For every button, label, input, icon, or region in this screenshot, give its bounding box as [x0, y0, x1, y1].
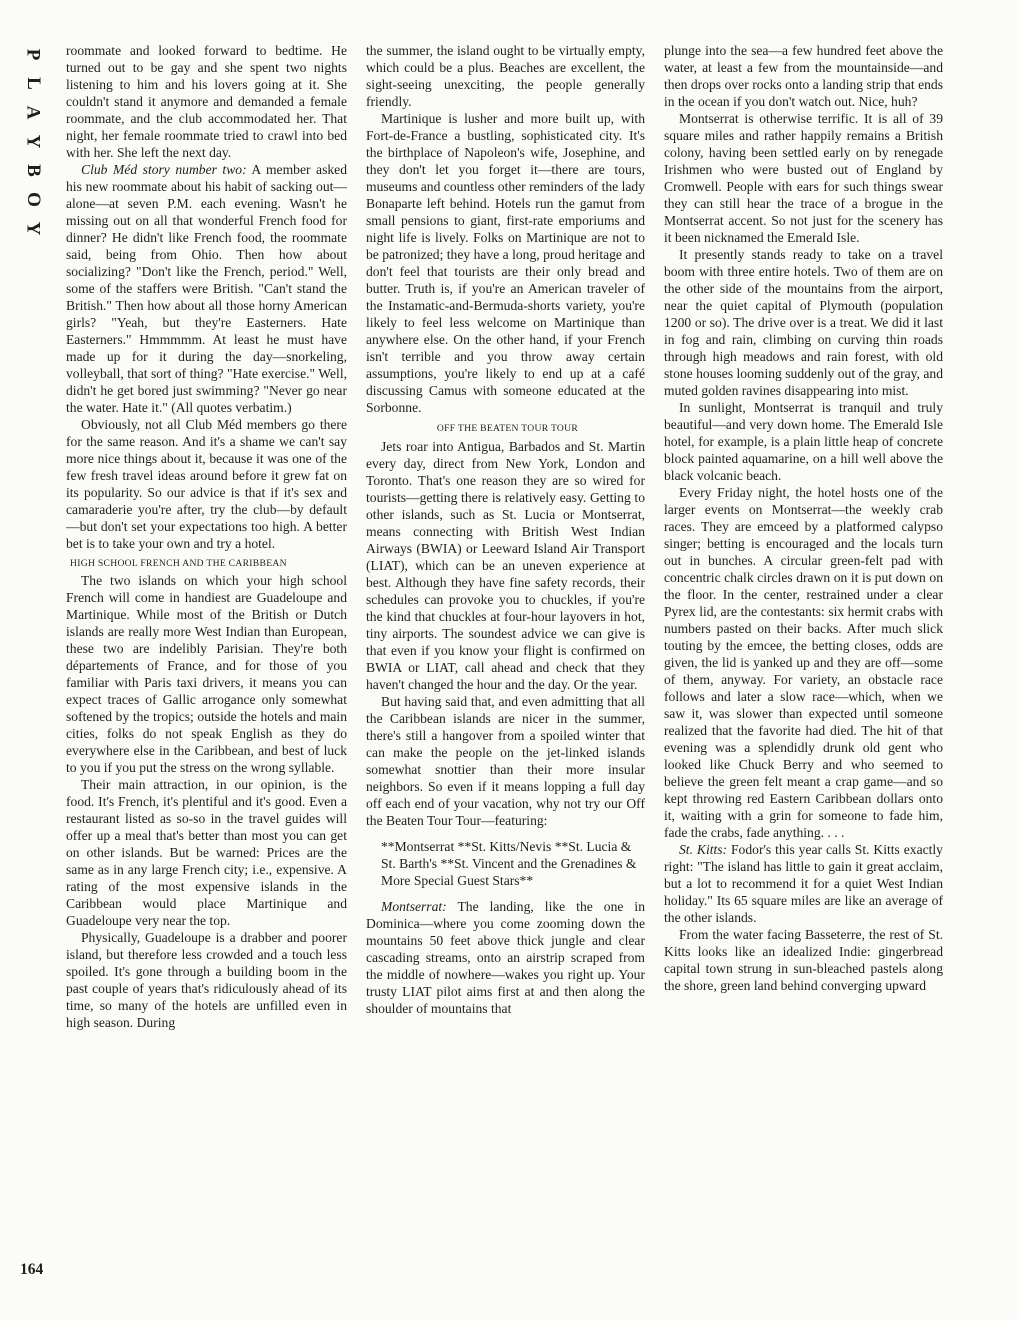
paragraph: Physically, Guadeloupe is a drabber and poorer island, but therefore less crowded and a touch less spoiled. It's gone through a building boom in the past couple of years that's ridiculously ahead of its time, so many of the hotels are unfilled even in high season. During [66, 930, 347, 1030]
paragraph: plunge into the sea—a few hundred feet above the water, at least a few from the mountainside—and then drops over rocks onto a landing strip that ends in the ocean if you don't watch out. Nice, huh? [664, 43, 943, 109]
column-3 [664, 42, 943, 1282]
column-2 [366, 42, 645, 1282]
paragraph: Every Friday night, the hotel hosts one of the larger events on Montserrat—the weekly crab races. They are emceed by a platformed calypso singer; betting is encouraged and the locals turn out in bunches. A circular green-felt pad with concentric chalk circles drawn on it is put down on the floor. In the center, restrained under a clear Pyrex lid, are the contestants: six hermit crabs with numbers pasted on their backs. After much slick touting by the emcee, the betting closes, odds are given, the lid is yanked up and they are off—some of them, anyway. For variety, an obstacle race follows and later a slow race—which, when we saw it, was slower than expected until someone realized that the favorite had died. The hit of that evening was a splendidly drunk old gent who looked like Chuck Berry and who seemed to believe the green felt meant a crap game—and so kept throwing red Eastern Caribbean dollars onto it, waiting with a grin for someone to fade him, fade the crabs, fade anything. . . . [664, 485, 943, 840]
section-heading: OFF THE BEATEN TOUR TOUR [436, 423, 579, 434]
paragraph: Montserrat is otherwise terrific. It is all of 39 square miles and rather happily remains a British colony, having been settled early on by renegade Irishmen who were busted out of England by Cromwell. People with ears for such things swear they can still hear the trace of a brogue in the Montserrat accent. So not just for the scenery has it been nicknamed the Emerald Isle. [664, 111, 943, 245]
paragraph: roommate and looked forward to bedtime. He turned out to be gay and she spent two nights listening to him and his lovers going at it. She couldn't stand it anymore and demanded a female roommate, and the club accommodated her. That night, her female roommate tried to crawl into bed with her. She left the next day. [66, 43, 347, 160]
paragraph: From the water facing Basseterre, the rest of St. Kitts looks like an idealized Indie: gingerbread capital town strung in sun-bleached pastels along the shore, green land behind converging upward [664, 927, 943, 993]
paragraph: Their main attraction, in our opinion, is the food. It's French, it's plentiful and it's good. Even a restaurant listed as so-so in the travel guides will offer up a meal that's better than most you can get on other islands. But be warned: Prices are the same as in any large French city; i.e., expensive. A rating of the most expensive islands in the Caribbean would place Martinique and Guadeloupe very near the top. [66, 777, 347, 928]
paragraph: But having said that, and even admitting that all the Caribbean islands are nicer in the summer, there's still a hangover from a spoiled winter that can make the people on the jet-linked islands somewhat snottier than their more insular neighbors. So even if it means lopping a full day off each end of your vacation, why not try our Off the Beaten Tour Tour—featuring: [366, 694, 645, 828]
paragraph [66, 161, 347, 416]
paragraph: Martinique is lusher and more built up, with Fort-de-France a bustling, sophisticated city. It's the birthplace of Napoleon's wife, Josephine, and they don't let you forget it—there are tours, museums and countless other reminders of the lady Bonaparte left behind. Hotels run the gamut from small pensions to giant, first-rate emporiums and night life is lively. Folks on Martinique are not to be patronized; they have a long, proud heritage and don't feel that tourists are their only bread and butter. Truth is, if you're an American traveler of the Instamatic-and-Bermuda-shorts variety, you're likely to feel less welcome on Martinique than anywhere else. On the other hand, if your French isn't terrible and you throw away certain assumptions, you're likely to end up at a café discussing Camus with someone educated at the Sorbonne. [366, 111, 645, 415]
page-number: 164 [20, 1261, 44, 1278]
paragraph-body: The landing, like the one in Dominica—where you come zooming down the mountains 50 feet above thick jungle and clear cascading streams, onto an airstrip scraped from the middle of nowhere—wakes you right up. Your trusty LIAT pilot aims first at and then along the shoulder of mountains that [366, 899, 645, 1016]
paragraph-body: A member asked his new roommate about his habit of sacking out—alone—at seven P.M. each evening. Wasn't he missing out on all that wonderful French food for dinner? He didn't like French food, the roommate said, being from Ohio. Then how about socializing? "Don't like the French, period." Well, some of the staffers were British. "Can't stand the British." Then how about all those horny American girls? "Yeah, but they're Easterners. Hate Easterners." Hmmmmm. At least he must have made up for it during the day—snorkeling, volleyball, that sort of thing? "Hate exercise." Well, didn't he get bored just swimming? "Never go near the water. Hate it." (All quotes verbatim.) [66, 162, 347, 415]
paragraph: Obviously, not all Club Méd members go there for the same reason. And it's a shame we can't say more nice things about it, because it was one of the few fresh travel ideas around before it grew fat on its popularity. So our advice is that if it's sex and camaraderie you're after, try the club—by default—but don't set your expectations too high. A better bet is to take your own and try a hotel. [66, 417, 347, 551]
paragraph [366, 898, 645, 1017]
run-in-lead: Montserrat: [381, 899, 447, 914]
paragraph-body: Fodor's this year calls St. Kitts exactly right: "The island has little to gain it great acclaim, but a lot to recommend it for a quiet West Indian holiday." Its 65 square miles are like an average of the other islands. [664, 842, 943, 925]
run-in-lead: St. Kitts: [679, 842, 728, 857]
paragraph: Jets roar into Antigua, Barbados and St. Martin every day, direct from New York, London and Toronto. That's one reason they are so wired for tourists—getting there is relatively easy. Getting to other islands, such as St. Lucia or Montserrat, means connecting with British West Indian Airways (BWIA) or Leeward Island Air Transport (LIAT), which can be an uneven experience at best. Although they have fine safety records, their schedules can provoke you to chuckles, if you're the kind that chuckles at four-hour layovers in hot, tiny airports. The soundest advice we can give is that even if you know your flight is confirmed on BWIA or LIAT, call ahead and check that they haven't changed the hour and the day. Or the year. [366, 439, 645, 692]
paragraph [664, 841, 943, 926]
run-in-lead: Club Méd story number two: [81, 162, 247, 177]
paragraph: The two islands on which your high school French will come in handiest are Guadeloupe and Martinique. While most of the British or Dutch islands are really more West Indian than European, these two are indelibly Parisian. They're both départements of France, and for those of you familiar with Paris taxi drivers, it means you can expect traces of Gallic arrogance only somewhat softened by the tropics; outside the hotels and main cities, folks do not speak English as they do everywhere else in the Caribbean, and best of luck to you if you put the stress on the wrong syllable. [66, 573, 347, 775]
paragraph: It presently stands ready to take on a travel boom with three entire hotels. Two of them are on the other side of the mountains from the airport, near the quiet capital of Plymouth (population 1200 or so). The drive over is a treat. We did it last in fog and rain, climbing on curving thin roads through high meadows and rain forest, with old stone houses looming suddenly out of the gray, and muted golden ravines disappearing into mist. [664, 247, 943, 398]
paragraph: the summer, the island ought to be virtually empty, which could be a plus. Beaches are excellent, the sight-seeing unexciting, the people generally friendly. [366, 43, 645, 109]
paragraph: In sunlight, Montserrat is tranquil and truly beautiful—and very down home. The Emerald Isle hotel, for example, is a plain little heap of concrete block painted aquamarine, on a hill well above the black volcanic beach. [664, 400, 943, 483]
masthead-vertical: P L A Y B O Y [22, 48, 44, 236]
section-heading: HIGH SCHOOL FRENCH AND THE CARIBBEAN [70, 558, 287, 569]
column-1 [66, 42, 347, 1282]
tour-list: **Montserrat **St. Kitts/Nevis **St. Lucia & St. Barth's **St. Vincent and the Grenadines & More Special Guest Stars** [381, 839, 637, 888]
